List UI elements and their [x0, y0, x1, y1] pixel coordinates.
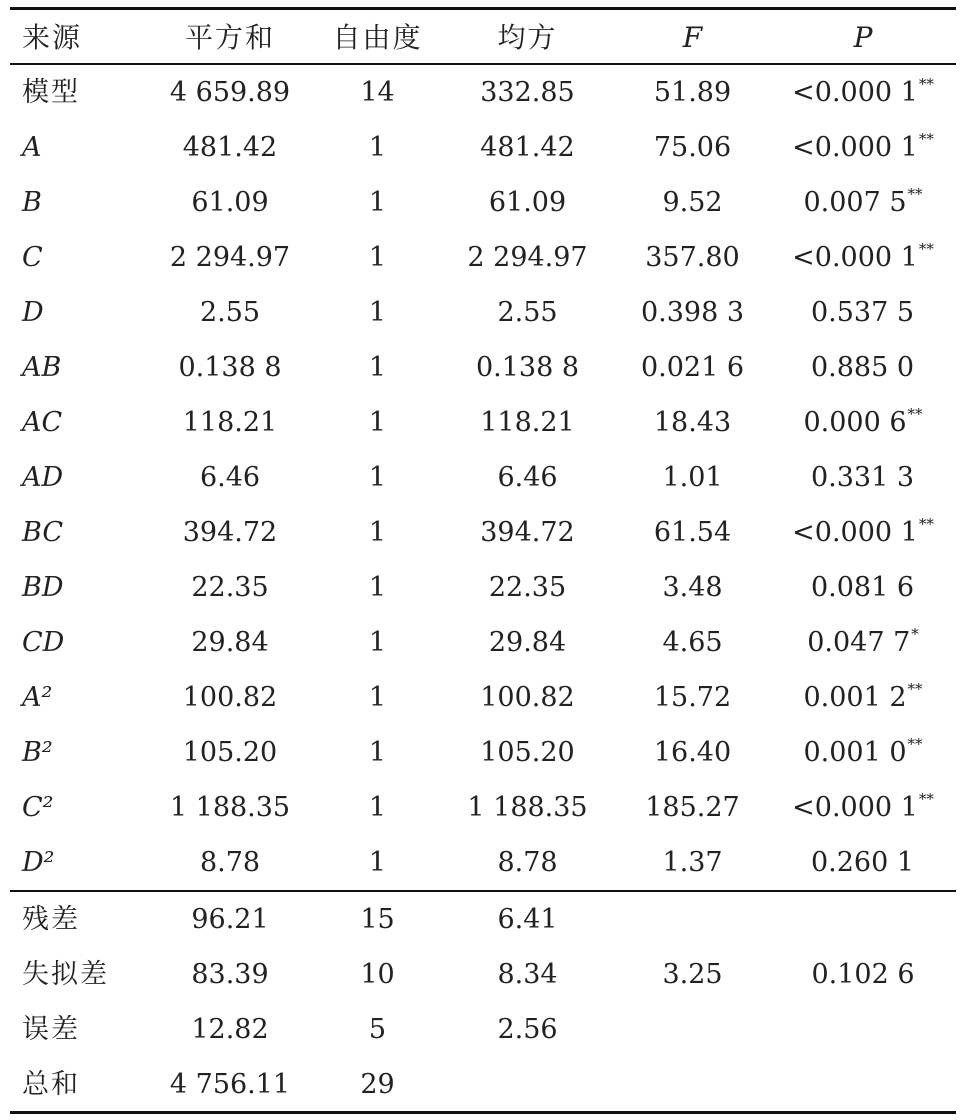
- p-value-text: 0.260 1: [810, 847, 915, 878]
- table-row: [10, 450, 956, 505]
- significance-marker: **: [918, 130, 934, 148]
- row-sum-of-squares: 6.46: [199, 462, 261, 493]
- row-df: 1: [368, 462, 387, 493]
- row-sum-of-squares: 4 756.11: [169, 1069, 291, 1100]
- header-row: [10, 10, 956, 65]
- row-sum-of-squares: 1 188.35: [169, 792, 291, 823]
- table-row: [10, 835, 956, 890]
- row-source: A: [22, 132, 42, 163]
- row-df: 1: [368, 187, 387, 218]
- row-source: 总和: [22, 1069, 80, 1100]
- row-df: 1: [368, 627, 387, 658]
- table-row: [10, 340, 956, 395]
- row-mean-square: 105.20: [480, 737, 575, 768]
- row-sum-of-squares: 100.82: [182, 682, 278, 713]
- row-sum-of-squares: 2.55: [199, 297, 261, 328]
- row-sum-of-squares: 22.35: [191, 572, 269, 603]
- row-df: 29: [360, 1069, 395, 1100]
- table-row: [10, 505, 956, 560]
- row-p-value: [770, 340, 956, 395]
- row-p-value: [770, 670, 956, 725]
- row-p-value: [770, 285, 956, 340]
- row-mean-square: 29.84: [488, 627, 567, 658]
- row-df: 10: [360, 959, 395, 990]
- row-p-value: [770, 395, 956, 450]
- row-sum-of-squares: 2 294.97: [169, 242, 291, 273]
- row-f-value: 51.89: [653, 77, 732, 108]
- row-f-value: 185.27: [645, 792, 740, 823]
- row-df: 1: [368, 132, 387, 163]
- row-source: 失拟差: [22, 959, 109, 990]
- row-mean-square: 394.72: [480, 517, 575, 548]
- row-sum-of-squares: 8.78: [199, 847, 261, 878]
- row-source: 残差: [22, 904, 80, 935]
- row-df: 1: [368, 242, 387, 273]
- row-mean-square: 8.34: [497, 959, 558, 990]
- header-p: P: [853, 21, 873, 54]
- p-value-text: <0.000 1: [792, 77, 918, 108]
- row-df: 1: [368, 517, 387, 548]
- row-mean-square: 118.21: [480, 407, 575, 438]
- p-value-text: 0.537 5: [810, 297, 915, 328]
- row-p-value: [770, 450, 956, 505]
- table-row: [10, 175, 956, 230]
- lack-of-fit-f: 3.25: [662, 959, 723, 990]
- row-mean-square: 6.41: [497, 904, 558, 935]
- row-p-value: [770, 560, 956, 615]
- table-row: [10, 615, 956, 670]
- row-p-value: [770, 725, 956, 780]
- p-value-text: 0.081 6: [810, 572, 915, 603]
- row-source: 模型: [22, 77, 80, 108]
- row-source: C²: [22, 792, 54, 823]
- row-mean-square: 0.138 8: [475, 352, 580, 383]
- row-mean-square: 100.82: [480, 682, 575, 713]
- row-source: BC: [22, 517, 64, 548]
- row-df: 1: [368, 847, 387, 878]
- row-df: 5: [368, 1014, 387, 1045]
- table-row: [10, 892, 956, 947]
- row-mean-square: [450, 1057, 605, 1112]
- row-p-value: [770, 120, 956, 175]
- row-f-value: 0.021 6: [640, 352, 745, 383]
- row-mean-square: 2 294.97: [467, 242, 588, 273]
- row-f-value: 15.72: [653, 682, 732, 713]
- significance-marker: *: [911, 625, 919, 643]
- row-source: AC: [22, 407, 63, 438]
- row-sum-of-squares: 481.42: [182, 132, 278, 163]
- row-f-value: 16.40: [653, 737, 732, 768]
- row-df: 15: [360, 904, 395, 935]
- row-p-value: [770, 780, 956, 835]
- table-row: [10, 230, 956, 285]
- table-row: [10, 780, 956, 835]
- significance-marker: **: [918, 515, 934, 533]
- row-p-value: [770, 230, 956, 285]
- header-f: F: [682, 21, 703, 54]
- row-df: 1: [368, 297, 387, 328]
- row-p-value: [770, 65, 956, 120]
- row-f-value: 1.37: [662, 847, 723, 878]
- p-value-text: 0.007 5: [803, 187, 907, 218]
- row-p-value: [770, 175, 956, 230]
- significance-marker: **: [907, 680, 923, 698]
- row-mean-square: 8.78: [497, 847, 558, 878]
- table-row: [10, 1002, 956, 1057]
- significance-marker: **: [918, 790, 934, 808]
- row-source: AD: [22, 462, 64, 493]
- row-p-value: [770, 505, 956, 560]
- row-source: A²: [22, 682, 53, 713]
- row-source: B²: [22, 737, 53, 768]
- row-sum-of-squares: 83.39: [191, 959, 269, 990]
- p-value-text: 0.331 3: [810, 462, 915, 493]
- row-f-value: 75.06: [653, 132, 732, 163]
- row-mean-square: 2.55: [497, 297, 558, 328]
- p-value-text: <0.000 1: [792, 242, 918, 273]
- row-f-value: 3.48: [662, 572, 723, 603]
- row-mean-square: 332.85: [480, 77, 575, 108]
- row-df: 1: [368, 407, 387, 438]
- row-sum-of-squares: 96.21: [191, 904, 269, 935]
- p-value-text: 0.001 2: [803, 682, 907, 713]
- header-source: 来源: [22, 21, 83, 54]
- table-row: [10, 670, 956, 725]
- row-sum-of-squares: 394.72: [182, 517, 278, 548]
- row-mean-square: 2.56: [497, 1014, 558, 1045]
- table-row: [10, 560, 956, 615]
- row-mean-square: 1 188.35: [467, 792, 588, 823]
- row-sum-of-squares: 118.21: [182, 407, 278, 438]
- p-value-text: <0.000 1: [792, 792, 918, 823]
- p-value-text: 0.001 0: [803, 737, 907, 768]
- row-p-value: [770, 615, 956, 670]
- row-source: CD: [22, 627, 65, 658]
- significance-marker: **: [907, 735, 923, 753]
- row-mean-square: 61.09: [488, 187, 567, 218]
- significance-marker: **: [918, 75, 934, 93]
- row-f-value: 61.54: [653, 517, 732, 548]
- row-df: 14: [360, 77, 395, 108]
- header-mean-square: 均方: [497, 21, 558, 54]
- row-f-value: 357.80: [645, 242, 740, 273]
- row-f-value: 4.65: [662, 627, 723, 658]
- row-sum-of-squares: 29.84: [191, 627, 269, 658]
- p-value-text: 0.000 6: [803, 407, 907, 438]
- significance-marker: **: [907, 405, 923, 423]
- row-p-value: [770, 835, 956, 890]
- row-source: B: [22, 187, 42, 218]
- table-row: [10, 725, 956, 780]
- bottom-rule: [10, 1111, 956, 1114]
- p-value-text: 0.885 0: [810, 352, 915, 383]
- row-f-value: 18.43: [653, 407, 732, 438]
- row-sum-of-squares: 105.20: [182, 737, 278, 768]
- row-mean-square: 22.35: [488, 572, 567, 603]
- lack-of-fit-p: 0.102 6: [811, 959, 915, 990]
- row-df: 1: [368, 792, 387, 823]
- row-df: 1: [368, 352, 387, 383]
- row-df: 1: [368, 682, 387, 713]
- row-df: 1: [368, 572, 387, 603]
- row-mean-square: 6.46: [497, 462, 558, 493]
- header-df: 自由度: [332, 21, 423, 54]
- p-value-text: <0.000 1: [792, 517, 918, 548]
- row-f-value: 1.01: [662, 462, 723, 493]
- row-mean-square: 481.42: [480, 132, 575, 163]
- row-source: D²: [22, 847, 55, 878]
- row-df: 1: [368, 737, 387, 768]
- row-sum-of-squares: 0.138 8: [178, 352, 282, 383]
- header-sum-of-squares: 平方和: [184, 21, 275, 54]
- row-sum-of-squares: 61.09: [191, 187, 269, 218]
- p-value-text: 0.047 7: [807, 627, 911, 658]
- row-source: 误差: [22, 1014, 80, 1045]
- row-source: AB: [22, 352, 62, 383]
- row-sum-of-squares: 4 659.89: [169, 77, 291, 108]
- significance-marker: **: [907, 185, 923, 203]
- table-row: [10, 285, 956, 340]
- row-f-value: 0.398 3: [640, 297, 745, 328]
- table-row: [10, 120, 956, 175]
- table-row: [10, 65, 956, 120]
- table-row: [10, 1057, 956, 1112]
- p-value-text: <0.000 1: [792, 132, 918, 163]
- row-source: BD: [22, 572, 64, 603]
- significance-marker: **: [918, 240, 934, 258]
- row-source: C: [22, 242, 43, 273]
- row-source: D: [22, 297, 44, 328]
- row-f-value: 9.52: [662, 187, 723, 218]
- row-sum-of-squares: 12.82: [191, 1014, 269, 1045]
- table-row: [10, 395, 956, 450]
